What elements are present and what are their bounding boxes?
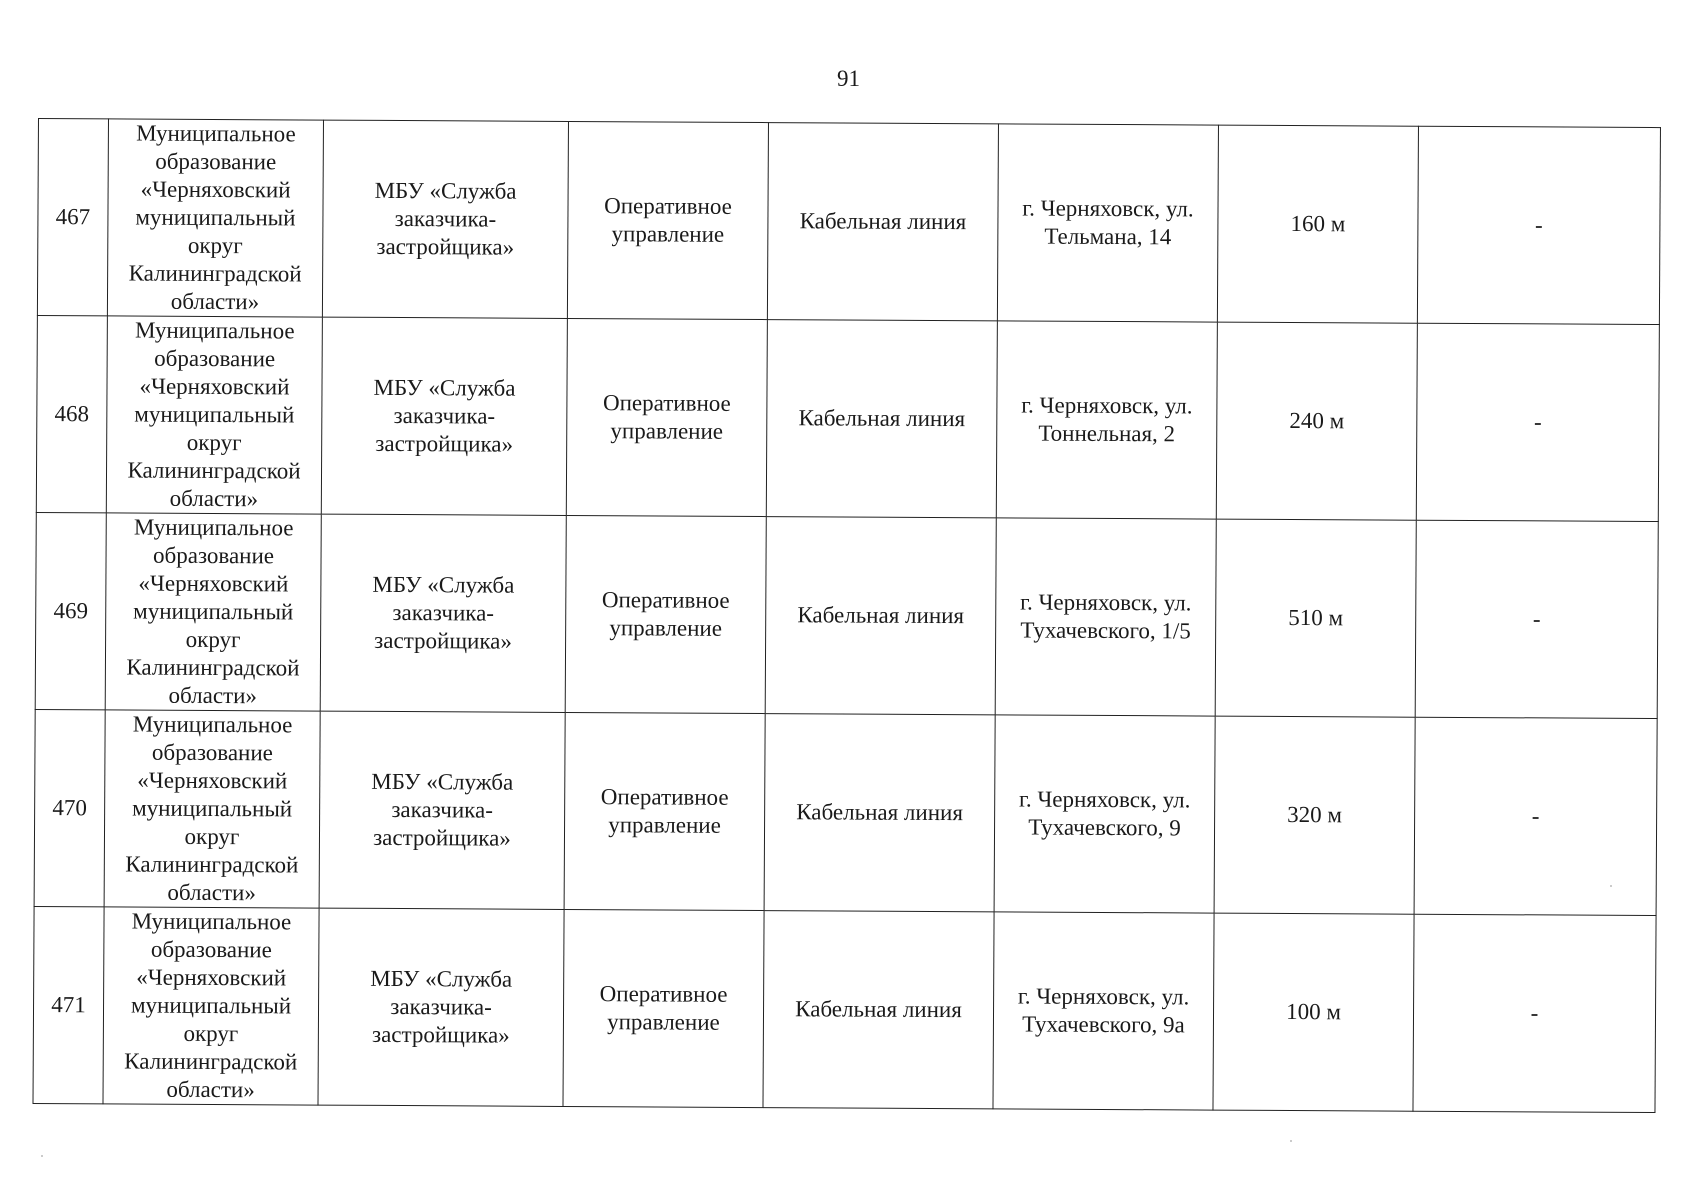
- address-cell: [997, 124, 1218, 322]
- table-row: [34, 709, 1657, 915]
- table-row: [37, 119, 1660, 325]
- note-cell: -: [1413, 914, 1656, 1112]
- right-cell: [567, 121, 768, 319]
- right-text: Оперативное управление: [599, 981, 728, 1035]
- row-number: 469: [35, 512, 106, 709]
- right-text: Оперативное управление: [602, 390, 731, 444]
- object-type-cell: Кабельная линия: [766, 320, 997, 518]
- note-cell: -: [1416, 323, 1659, 521]
- owner-text: Муниципальное образование «Черняховский муниципальный округ Калининградской области»: [125, 711, 299, 906]
- length-cell: 160 м: [1217, 125, 1418, 323]
- page-number: 91: [837, 66, 860, 91]
- right-cell: [565, 515, 766, 713]
- table-row: [35, 512, 1658, 718]
- note-cell: -: [1415, 520, 1658, 718]
- holder-text: МБУ «Служба заказчика-застройщика»: [372, 571, 515, 654]
- holder-cell: [318, 908, 564, 1106]
- address-text: г. Черняховск, ул. Тоннельная, 2: [1021, 392, 1193, 447]
- address-text: г. Черняховск, ул. Тухачевского, 9а: [1017, 983, 1190, 1038]
- object-type-cell: Кабельная линия: [764, 714, 995, 912]
- right-text: Оперативное управление: [600, 784, 729, 838]
- holder-cell: [322, 120, 568, 318]
- address-text: г. Черняховск, ул. Тухачевского, 1/5: [1020, 589, 1192, 644]
- scan-speck: [1290, 1140, 1292, 1142]
- scan-speck: [41, 1155, 43, 1157]
- address-cell: [993, 912, 1214, 1110]
- holder-cell: [319, 711, 565, 909]
- holder-text: МБУ «Служба заказчика-застройщика»: [374, 177, 517, 260]
- owner-text: Муниципальное образование «Черняховский муниципальный округ Калининградской области»: [124, 908, 298, 1103]
- object-type-cell: Кабельная линия: [765, 517, 996, 715]
- address-text: г. Черняховск, ул. Тухачевского, 9: [1018, 786, 1191, 841]
- owner-cell: [107, 119, 323, 317]
- owner-cell: [106, 316, 322, 514]
- address-cell: [994, 715, 1215, 913]
- owner-text: Муниципальное образование «Черняховский муниципальный округ Калининградской области»: [128, 120, 302, 315]
- table-row: [36, 315, 1659, 521]
- right-text: Оперативное управление: [601, 587, 730, 641]
- note-cell: -: [1417, 126, 1660, 324]
- holder-text: МБУ «Служба заказчика-застройщика»: [371, 768, 514, 851]
- registry-table: [32, 118, 1660, 1113]
- object-type-cell: Кабельная линия: [767, 123, 998, 321]
- note-cell: -: [1414, 717, 1657, 915]
- registry-table-wrapper: [32, 118, 1659, 1113]
- row-number: 470: [34, 709, 105, 906]
- length-cell: 320 м: [1214, 716, 1415, 914]
- address-text: г. Черняховск, ул. Тельмана, 14: [1022, 195, 1194, 250]
- holder-cell: [321, 317, 567, 515]
- holder-cell: [320, 514, 566, 712]
- owner-cell: [105, 513, 321, 711]
- owner-cell: [104, 710, 320, 908]
- owner-cell: [103, 907, 319, 1105]
- address-cell: [995, 518, 1216, 716]
- table-row: [33, 906, 1656, 1112]
- right-cell: [564, 712, 765, 910]
- length-cell: 240 м: [1216, 322, 1417, 520]
- row-number: 467: [37, 119, 108, 316]
- address-cell: [996, 321, 1217, 519]
- owner-text: Муниципальное образование «Черняховский муниципальный округ Калининградской области»: [127, 317, 301, 512]
- row-number: 471: [33, 906, 104, 1103]
- right-text: Оперативное управление: [604, 193, 732, 247]
- right-cell: [563, 909, 764, 1107]
- row-number: 468: [36, 315, 107, 512]
- length-cell: 100 м: [1213, 913, 1414, 1111]
- holder-text: МБУ «Служба заказчика-застройщика»: [373, 374, 516, 457]
- length-cell: 510 м: [1215, 519, 1416, 717]
- right-cell: [566, 318, 767, 516]
- holder-text: МБУ «Служба заказчика-застройщика»: [370, 965, 513, 1048]
- owner-text: Муниципальное образование «Черняховский муниципальный округ Калининградской области»: [126, 514, 300, 709]
- object-type-cell: Кабельная линия: [763, 911, 994, 1109]
- scan-speck: [1610, 885, 1612, 887]
